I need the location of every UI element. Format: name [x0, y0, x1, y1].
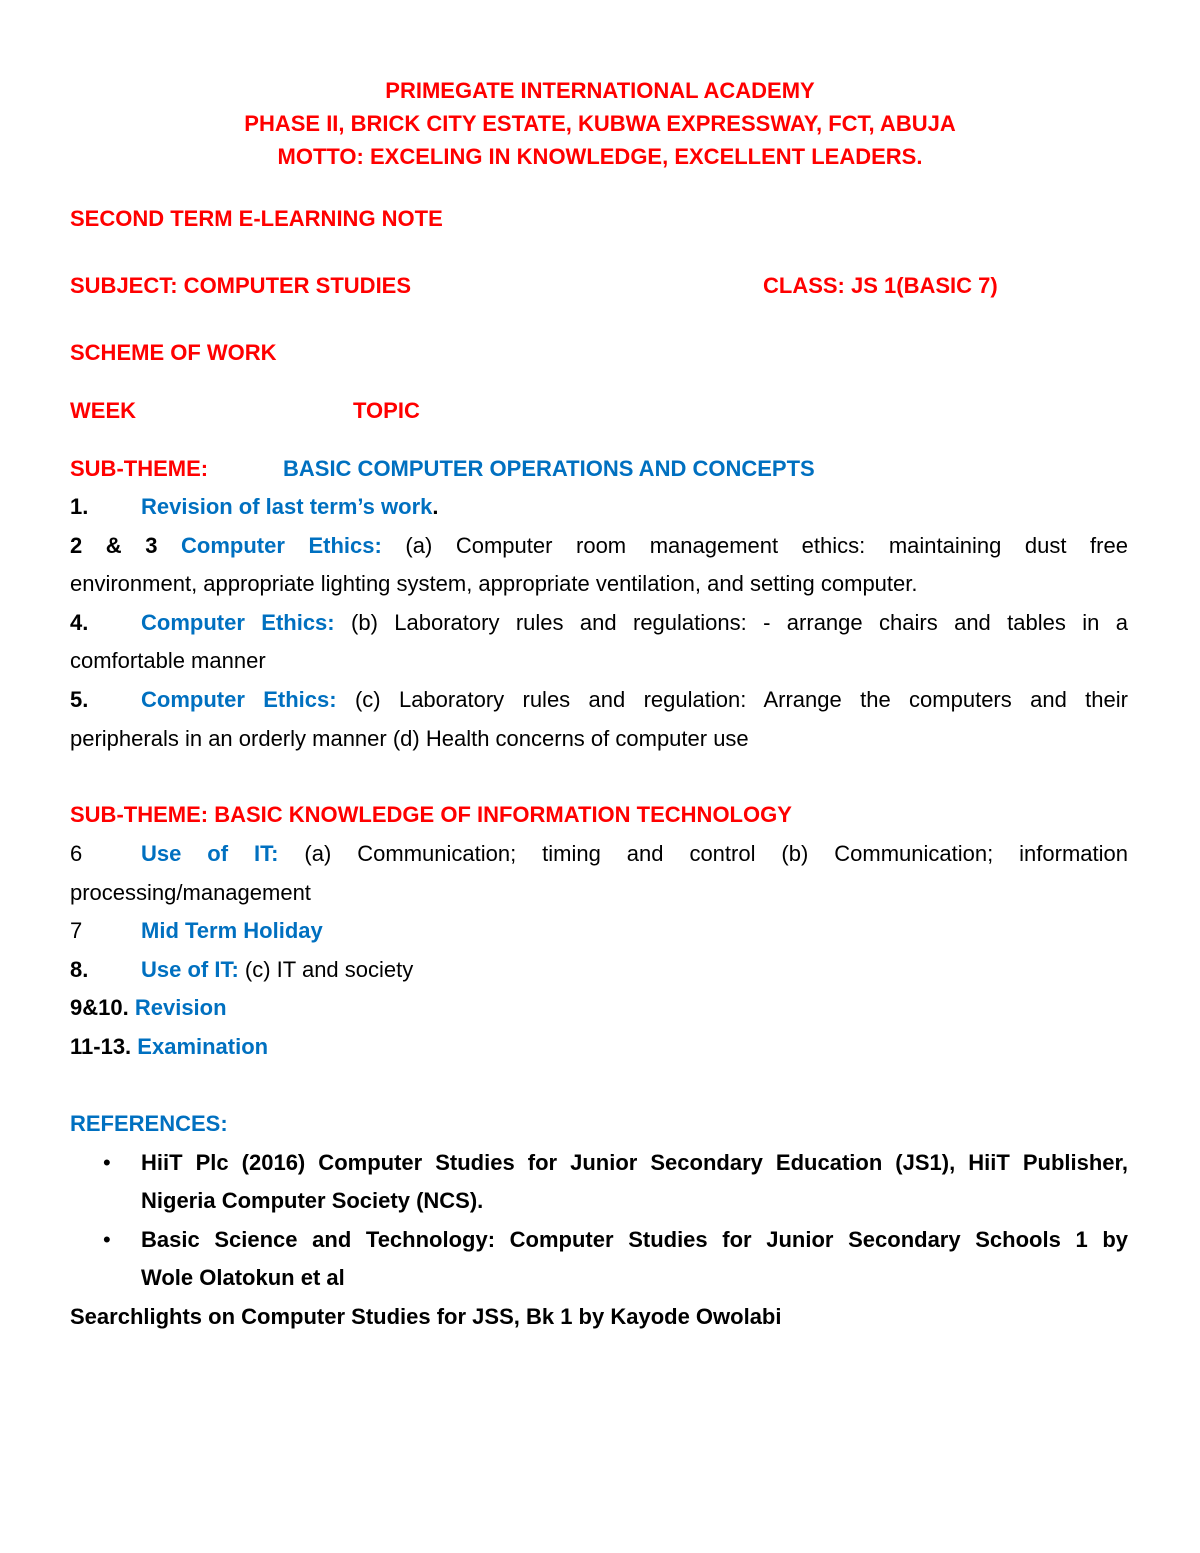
- week-4-row: [70, 610, 1128, 636]
- week-number: 6: [70, 841, 83, 866]
- subject-label: SUBJECT: COMPUTER STUDIES: [70, 273, 412, 298]
- week-number: 7: [70, 918, 83, 943]
- week-6-continuation: processing/management: [70, 880, 311, 905]
- week-topic: Mid Term Holiday: [141, 918, 323, 943]
- week-description: (c) Laboratory rules and regulation: Arrange the computers and their: [354, 687, 1128, 712]
- week-4-continuation: comfortable manner: [70, 648, 266, 673]
- bullet-icon: •: [103, 1227, 111, 1252]
- week-5-continuation: peripherals in an orderly manner (d) Health concerns of computer use: [70, 726, 749, 751]
- week-9-10-row: [70, 995, 1128, 1021]
- week-topic: Computer Ethics:: [141, 687, 337, 712]
- week-topic: Computer Ethics:: [181, 533, 382, 558]
- reference-3: Searchlights on Computer Studies for JSS, Bk 1 by Kayode Owolabi: [70, 1304, 782, 1329]
- reference-1-line-2: Nigeria Computer Society (NCS).: [141, 1188, 484, 1213]
- school-motto: MOTTO: EXCELING IN KNOWLEDGE, EXCELLENT LEADERS.: [277, 144, 923, 169]
- sub-theme-1-title: BASIC COMPUTER OPERATIONS AND CONCEPTS: [283, 456, 815, 481]
- week-11-13-row: [70, 1034, 1128, 1060]
- school-name: PRIMEGATE INTERNATIONAL ACADEMY: [385, 78, 815, 103]
- topic-header: TOPIC: [353, 398, 420, 423]
- week-number: 1.: [70, 494, 89, 519]
- week-8-row: [70, 957, 1128, 983]
- reference-1-line-1: HiiT Plc (2016) Computer Studies for Junior Secondary Education (JS1), HiiT Publisher,: [141, 1150, 1128, 1175]
- week-description: (a) Computer room management ethics: maintaining dust free: [405, 533, 1128, 558]
- reference-2-line-1: Basic Science and Technology: Computer Studies for Junior Secondary Schools 1 by: [141, 1227, 1128, 1252]
- week-description: (a) Communication; timing and control (b) Communication; information: [304, 841, 1128, 866]
- scheme-title: SCHEME OF WORK: [70, 340, 277, 365]
- sub-theme-2-title: SUB-THEME: BASIC KNOWLEDGE OF INFORMATION TECHNOLOGY: [70, 802, 792, 827]
- week-5-row: [70, 687, 1128, 713]
- week-topic: Use of IT:: [141, 841, 279, 866]
- week-number: 9&10.: [70, 995, 129, 1020]
- week-topic: Revision of last term’s work: [141, 494, 433, 519]
- week-number: 5.: [70, 687, 89, 712]
- week-header: WEEK: [70, 398, 136, 423]
- week-topic: Examination: [137, 1034, 269, 1059]
- week-description: (c) IT and society: [244, 957, 414, 982]
- week-description: (b) Laboratory rules and regulations: - arrange chairs and tables in a: [351, 610, 1128, 635]
- note-title: SECOND TERM E-LEARNING NOTE: [70, 206, 443, 231]
- week-number: 4.: [70, 610, 89, 635]
- week-topic: Use of IT:: [141, 957, 239, 982]
- week-1-row: [70, 494, 1128, 520]
- week-number: 11-13.: [70, 1034, 132, 1059]
- week-number: 2 & 3: [70, 533, 158, 558]
- class-label: CLASS: JS 1(BASIC 7): [763, 273, 998, 298]
- references-title: REFERENCES:: [70, 1111, 228, 1136]
- week-6-row: [70, 841, 1128, 867]
- bullet-icon: •: [103, 1150, 111, 1175]
- school-address: PHASE II, BRICK CITY ESTATE, KUBWA EXPRESSWAY, FCT, ABUJA: [244, 111, 956, 136]
- week-topic: Revision: [134, 995, 227, 1020]
- week-number: 8.: [70, 957, 89, 982]
- week-topic: Computer Ethics:: [141, 610, 335, 635]
- week-2-3-continuation: environment, appropriate lighting system, appropriate ventilation, and setting computer.: [70, 571, 918, 596]
- sub-theme-1-label: SUB-THEME:: [70, 456, 209, 481]
- week-topic-tail: .: [432, 494, 439, 519]
- reference-2-line-2: Wole Olatokun et al: [141, 1265, 345, 1290]
- week-7-row: [70, 918, 1128, 944]
- week-2-3-row: [70, 533, 1128, 559]
